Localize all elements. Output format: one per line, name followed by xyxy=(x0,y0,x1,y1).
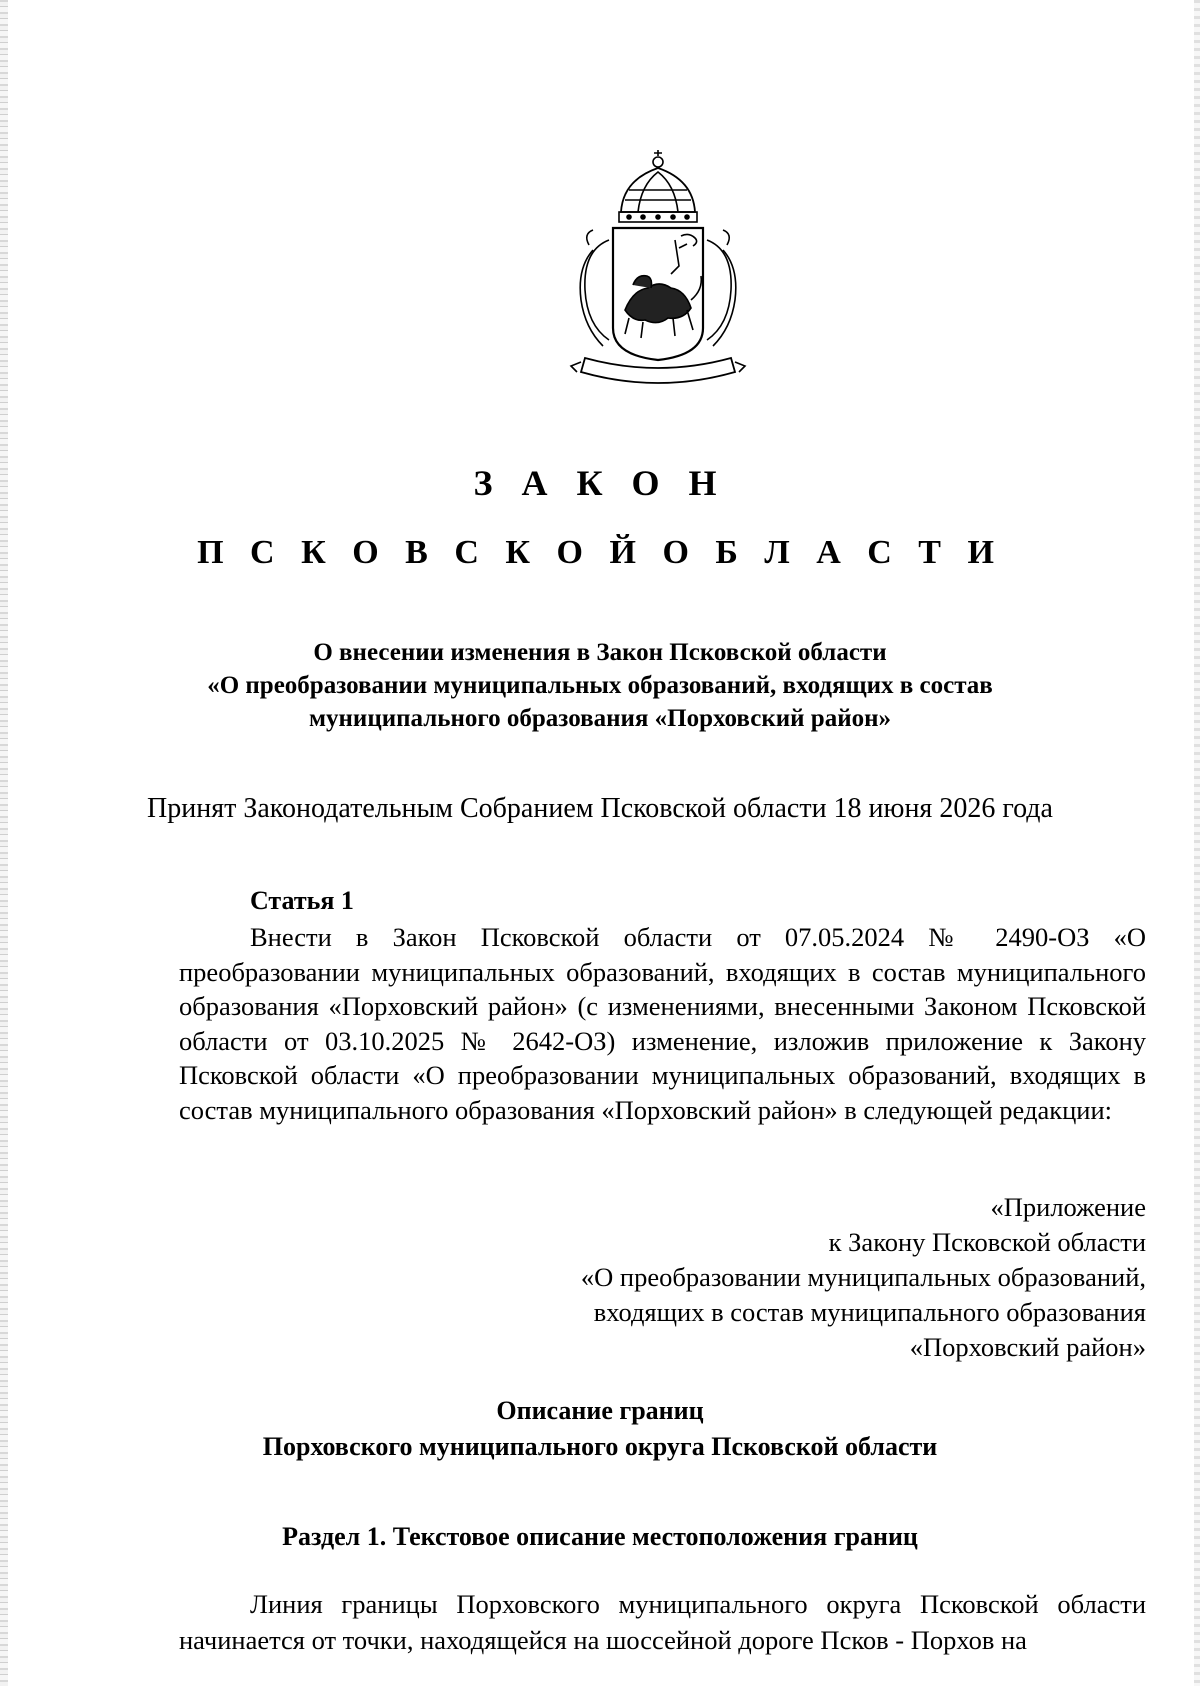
pskov-coat-of-arms-icon xyxy=(563,150,753,400)
appendix-line-4: входящих в состав муниципального образования xyxy=(593,1297,1146,1327)
appendix-line-5: «Порховский район» xyxy=(909,1332,1146,1362)
appendix-line-2: к Закону Псковской области xyxy=(828,1227,1146,1257)
article-1-heading: Статья 1 xyxy=(250,886,354,915)
description-line-2: Порховского муниципального округа Псковской области xyxy=(262,1432,938,1461)
document-subtitle: П С К О В С К О Й О Б Л А С Т И xyxy=(197,534,1003,571)
appendix-reference xyxy=(581,1190,1146,1365)
subject-line-2: «О преобразовании муниципальных образований, входящих в состав xyxy=(207,672,993,699)
subject-line-1: О внесении изменения в Закон Псковской области xyxy=(313,639,887,666)
document-title: З А К О Н xyxy=(473,463,727,503)
section-1-body: Линия границы Порховского муниципального округа Псковской области начинается от точки, находящейся на шоссейной дороге Псков - Порхов на xyxy=(179,1589,1146,1655)
appendix-line-1: «Приложение xyxy=(990,1192,1146,1222)
subject-line-3: муниципального образования «Порховский район» xyxy=(308,705,892,732)
appendix-line-3: «О преобразовании муниципальных образований, xyxy=(580,1262,1146,1292)
law-subject xyxy=(0,636,1200,735)
description-line-1: Описание границ xyxy=(496,1396,704,1425)
section-1-heading: Раздел 1. Текстовое описание местоположения границ xyxy=(282,1522,918,1551)
article-1-body: Внести в Закон Псковской области от 07.05.2024 № 2490-ОЗ «О преобразовании муниципальных образований, входящих в состав муниципального образования «Порховский район» (с изменениями, внесенными Законом Псковской области от 03.10.2025 № 2642-ОЗ) изменение, изложив приложение к Закону Псковской области «О преобразовании муниципальных образований, входящих в состав муниципального образования «Порховский район» в следующей редакции: xyxy=(179,922,1146,1125)
adoption-statement: Принят Законодательным Собранием Псковской области 18 июня 2026 года xyxy=(147,793,1053,824)
boundary-description-heading xyxy=(0,1393,1200,1465)
